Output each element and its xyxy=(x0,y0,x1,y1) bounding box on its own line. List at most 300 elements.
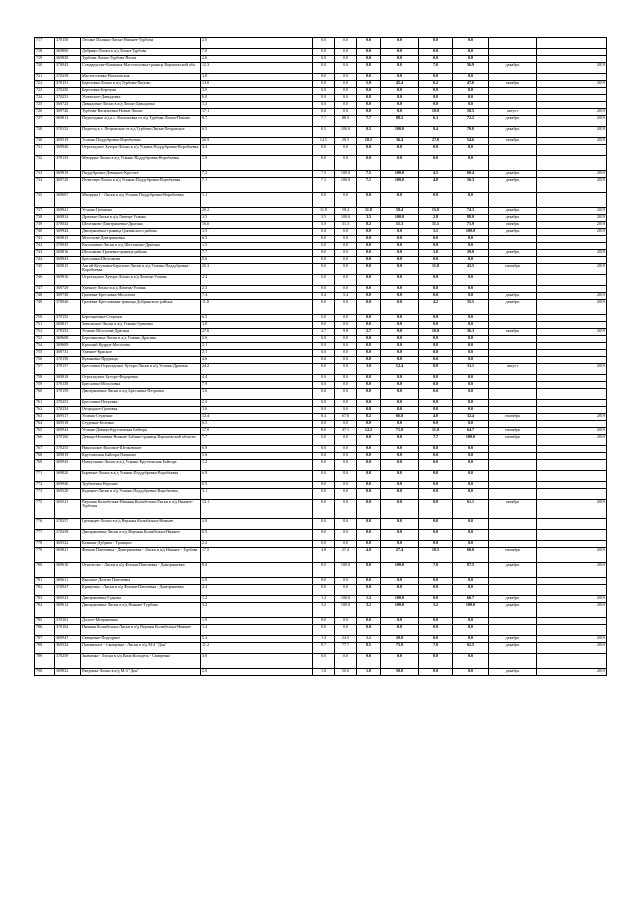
value-c-cell: 0.0 xyxy=(357,293,381,300)
value-e-cell: 0.0 xyxy=(419,38,453,49)
value-d-cell: 100.0 xyxy=(381,596,419,603)
value-a-cell: 0.0 xyxy=(313,654,335,669)
value-a-cell: 0.0 xyxy=(313,482,335,489)
value-f-cell: 0.0 xyxy=(453,519,489,530)
value-d-cell: 0.0 xyxy=(381,343,419,350)
value-b-cell: 0.0 xyxy=(335,322,357,329)
value-a-cell: 8.0 xyxy=(313,563,335,578)
value-f-cell: 0.0 xyxy=(453,275,489,286)
value-f-cell: 35.5 xyxy=(453,300,489,315)
row-number-cell: 760 xyxy=(35,389,55,400)
road-id-cell: 370157 xyxy=(55,364,81,375)
row-number-cell: 777 xyxy=(35,530,55,541)
value-a-cell: 0.0 xyxy=(313,389,335,400)
value-e-cell: 11.0 xyxy=(419,428,453,435)
value-f-cell: 0.0 xyxy=(453,74,489,81)
month-cell: сентябрь xyxy=(489,264,537,275)
value-f-cell: 0.0 xyxy=(453,541,489,548)
value-f-cell: 72.2 xyxy=(453,116,489,127)
value-f-cell: 43.5 xyxy=(453,264,489,275)
value-b-cell: 0.0 xyxy=(335,243,357,250)
value-b-cell: 0.0 xyxy=(335,585,357,596)
table-row xyxy=(35,286,607,293)
value-b-cell: 100.0 xyxy=(335,127,357,138)
table-row xyxy=(35,145,607,156)
road-id-cell: 369609 xyxy=(55,343,81,350)
road-length-cell: 3.0 xyxy=(201,74,313,81)
year-cell xyxy=(537,193,607,208)
value-c-cell: 0.0 xyxy=(357,435,381,446)
row-number-cell: 740 xyxy=(35,229,55,236)
value-e-cell: 4.5 xyxy=(419,171,453,178)
month-cell: сентябрь xyxy=(489,414,537,421)
month-cell xyxy=(489,343,537,350)
value-e-cell: 0.0 xyxy=(419,315,453,322)
road-name-cell: Гремящее-Лиски в а/д Верхняя Колыбелька-Нижнее xyxy=(81,519,201,530)
value-a-cell: 0.0 xyxy=(313,275,335,286)
value-d-cell: 0.0 xyxy=(381,625,419,636)
value-f-cell: 74.3 xyxy=(453,208,489,215)
month-cell xyxy=(489,49,537,56)
value-b-cell: 0.0 xyxy=(335,257,357,264)
value-b-cell: 0.0 xyxy=(335,482,357,489)
year-cell xyxy=(537,322,607,329)
value-c-cell: 1.1 xyxy=(357,636,381,643)
table-row xyxy=(35,428,607,435)
road-name-cell: Крутченская Байгора-Пашково xyxy=(81,453,201,460)
value-e-cell: 0.0 xyxy=(419,293,453,300)
value-b-cell: 100.0 xyxy=(335,563,357,578)
value-e-cell: 6.3 xyxy=(419,116,453,127)
road-id-cell: 370155 xyxy=(55,315,81,322)
value-a-cell: 8.0 xyxy=(313,428,335,435)
value-a-cell: 7.1 xyxy=(313,178,335,193)
month-cell: сентябрь xyxy=(489,548,537,563)
road-length-cell: 3.1 xyxy=(201,489,313,500)
month-cell xyxy=(489,88,537,95)
value-b-cell: 0.0 xyxy=(335,275,357,286)
year-cell xyxy=(537,446,607,453)
value-e-cell: 0.0 xyxy=(419,243,453,250)
road-id-cell: 369816 xyxy=(55,275,81,286)
value-f-cell: 0.0 xyxy=(453,407,489,414)
value-c-cell: 0.0 xyxy=(357,382,381,389)
value-b-cell: 0.0 xyxy=(335,300,357,315)
value-e-cell: 7.0 xyxy=(419,563,453,578)
value-a-cell: 0.0 xyxy=(313,300,335,315)
road-name-cell: Дмитряшевка-граница Грязинского района xyxy=(81,229,201,236)
value-d-cell: 0.0 xyxy=(381,250,419,257)
road-name-cell: Знаменка - Лиски в а/д Конь-Колодезь - Свищевно xyxy=(81,654,201,669)
value-a-cell: 0.0 xyxy=(313,286,335,293)
road-name-cell: Нижняя Колыбелька-Лиски в а/д Вершки Колыбелька-Нижнее xyxy=(81,625,201,636)
value-a-cell: 0.0 xyxy=(313,250,335,257)
value-b-cell: 0.0 xyxy=(335,625,357,636)
table-row xyxy=(35,88,607,95)
value-e-cell: 4.2 xyxy=(419,300,453,315)
month-cell xyxy=(489,375,537,382)
value-c-cell: 0.0 xyxy=(357,350,381,357)
road-length-cell: 6.5 xyxy=(201,315,313,322)
value-a-cell: 0.0 xyxy=(313,336,335,343)
value-c-cell: 0.0 xyxy=(357,49,381,56)
value-d-cell: 51.3 xyxy=(381,222,419,229)
row-number-cell: 719 xyxy=(35,56,55,63)
value-b-cell: 0.0 xyxy=(335,102,357,109)
road-name-cell: Березовка-Березова xyxy=(81,88,201,95)
value-f-cell: 0.0 xyxy=(453,585,489,596)
value-a-cell: 0.0 xyxy=(313,145,335,156)
value-f-cell: 60.0 xyxy=(453,548,489,563)
value-d-cell: 0.0 xyxy=(381,293,419,300)
value-f-cell: 60.4 xyxy=(453,171,489,178)
road-id-cell: 369814 xyxy=(55,215,81,222)
value-c-cell: 0.0 xyxy=(357,257,381,264)
value-c-cell: 12.2 xyxy=(357,428,381,435)
value-b-cell: 0.0 xyxy=(335,435,357,446)
value-d-cell: 0.0 xyxy=(381,336,419,343)
road-length-cell: 4.4 xyxy=(201,375,313,382)
value-b-cell: 47.1 xyxy=(335,428,357,435)
road-length-cell: 2.4 xyxy=(201,585,313,596)
value-f-cell: 54.6 xyxy=(453,138,489,145)
value-d-cell: 0.0 xyxy=(381,236,419,243)
value-a-cell: 0.0 xyxy=(313,489,335,500)
value-c-cell: 0.0 xyxy=(357,407,381,414)
value-b-cell: 0.0 xyxy=(335,389,357,400)
value-d-cell: 58.4 xyxy=(381,208,419,215)
value-a-cell: 0.0 xyxy=(313,357,335,364)
value-f-cell: 80.0 xyxy=(453,215,489,222)
value-c-cell: 0.0 xyxy=(357,578,381,585)
year-cell xyxy=(537,489,607,500)
road-length-cell: 3.0 xyxy=(201,88,313,95)
table-row xyxy=(35,578,607,585)
road-table xyxy=(34,37,607,676)
value-d-cell: 100.0 xyxy=(381,178,419,193)
value-a-cell: 0.0 xyxy=(313,236,335,243)
month-cell xyxy=(489,654,537,669)
value-b-cell: 0.0 xyxy=(335,264,357,275)
year-cell xyxy=(537,357,607,364)
value-c-cell: 0.0 xyxy=(357,336,381,343)
row-number-cell: 750 xyxy=(35,315,55,322)
value-e-cell: 3.2 xyxy=(419,603,453,618)
road-id-cell: 369729 xyxy=(55,286,81,293)
road-length-cell: 5.6 xyxy=(201,453,313,460)
value-b-cell: 50.0 xyxy=(335,669,357,676)
value-a-cell: 0.0 xyxy=(313,102,335,109)
month-cell xyxy=(489,446,537,453)
row-number-cell: 745 xyxy=(35,264,55,275)
value-f-cell: 0.0 xyxy=(453,336,489,343)
month-cell xyxy=(489,453,537,460)
value-f-cell: 0.0 xyxy=(453,400,489,407)
road-length-cell: 6.0 xyxy=(201,95,313,102)
year-cell xyxy=(537,530,607,541)
value-d-cell: 0.0 xyxy=(381,618,419,625)
value-a-cell: 0.0 xyxy=(313,618,335,625)
value-e-cell: 0.0 xyxy=(419,453,453,460)
table-row xyxy=(35,116,607,127)
road-name-cell: Трубачевка-Верхние xyxy=(81,482,201,489)
year-cell: 2019 xyxy=(537,81,607,88)
value-f-cell: 0.0 xyxy=(453,193,489,208)
value-c-cell: 0.0 xyxy=(357,654,381,669)
road-id-cell: 369945 xyxy=(55,460,81,471)
road-name-cell: Мастоголовка-Наталовская xyxy=(81,74,201,81)
value-d-cell: 0.0 xyxy=(381,460,419,471)
road-name-cell: Березняговка-Сторожи xyxy=(81,315,201,322)
road-length-cell: 13.0 xyxy=(201,81,313,88)
value-b-cell: 0.0 xyxy=(335,56,357,63)
value-d-cell: 50.0 xyxy=(381,669,419,676)
year-cell xyxy=(537,375,607,382)
value-b-cell: 0.0 xyxy=(335,250,357,257)
value-e-cell: 0.0 xyxy=(419,519,453,530)
row-number-cell: 752 xyxy=(35,329,55,336)
road-length-cell: 3.0 xyxy=(201,654,313,669)
month-cell xyxy=(489,102,537,109)
table-row xyxy=(35,156,607,171)
value-b-cell: 100.0 xyxy=(335,215,357,222)
road-length-cell: 6.9 xyxy=(201,446,313,453)
value-b-cell: 0.0 xyxy=(335,88,357,95)
road-name-cell: Никольское Высокое-Шелковские xyxy=(81,446,201,453)
value-b-cell: 0.0 xyxy=(335,453,357,460)
value-f-cell: 0.0 xyxy=(453,257,489,264)
table-row xyxy=(35,471,607,482)
value-c-cell: 0.0 xyxy=(357,243,381,250)
road-name-cell: Дмитряшевка-Лиски в а/д Бреславка-Петровка xyxy=(81,389,201,400)
value-a-cell: 0.0 xyxy=(313,530,335,541)
value-d-cell: 0.0 xyxy=(381,56,419,63)
value-e-cell: 0.0 xyxy=(419,482,453,489)
year-cell: 2019 xyxy=(537,548,607,563)
value-a-cell: 0.0 xyxy=(313,95,335,102)
year-cell: 2019 xyxy=(537,63,607,74)
year-cell xyxy=(537,453,607,460)
table-row xyxy=(35,421,607,428)
year-cell xyxy=(537,236,607,243)
road-name-cell: Дмитряшевка-Гудкова xyxy=(81,596,201,603)
value-b-cell: 0.0 xyxy=(335,500,357,519)
value-a-cell: 0.0 xyxy=(313,500,335,519)
road-length-cell: 5.6 xyxy=(201,257,313,264)
road-name-cell: Успенское-Давыдовка xyxy=(81,95,201,102)
year-cell: 2019 xyxy=(537,643,607,654)
road-id-cell: 370047 xyxy=(55,585,81,596)
value-b-cell: 0.0 xyxy=(335,489,357,500)
value-e-cell: 2.8 xyxy=(419,215,453,222)
table-row xyxy=(35,625,607,636)
row-number-cell: 756 xyxy=(35,357,55,364)
value-e-cell: 0.0 xyxy=(419,421,453,428)
road-length-cell: 4.6 xyxy=(201,357,313,364)
road-length-cell: 1.5 xyxy=(201,243,313,250)
value-e-cell: 0.0 xyxy=(419,618,453,625)
value-e-cell: 0.0 xyxy=(419,446,453,453)
month-cell xyxy=(489,625,537,636)
row-number-cell: 786 xyxy=(35,625,55,636)
row-number-cell: 761 xyxy=(35,400,55,407)
value-b-cell: 88.5 xyxy=(335,116,357,127)
value-d-cell: 0.0 xyxy=(381,530,419,541)
value-e-cell: 0.0 xyxy=(419,407,453,414)
value-c-cell: 8.5 xyxy=(357,643,381,654)
value-b-cell: 0.0 xyxy=(335,38,357,49)
value-c-cell: 5.9 xyxy=(357,81,381,88)
value-d-cell: 66.0 xyxy=(381,414,419,421)
road-name-cell: Бреславка-Отрогадские Хутора-Лиски в а/д Усмань-Драгина xyxy=(81,364,201,375)
year-cell xyxy=(537,482,607,489)
road-name-cell: Шелтаково-Грачевка-граница района xyxy=(81,250,201,257)
table-row xyxy=(35,336,607,343)
month-cell: декабрь xyxy=(489,208,537,215)
road-name-cell: Свищевно-Подгорное xyxy=(81,636,201,643)
year-cell xyxy=(537,519,607,530)
road-id-cell: 370044 xyxy=(55,222,81,229)
road-id-cell: 369612 xyxy=(55,603,81,618)
value-a-cell: 0.0 xyxy=(313,229,335,236)
row-number-cell: 717 xyxy=(35,38,55,49)
value-e-cell: 0.0 xyxy=(419,343,453,350)
road-length-cell: 50.9 xyxy=(201,138,313,145)
value-b-cell: 0.0 xyxy=(335,471,357,482)
road-id-cell: 370253 xyxy=(55,400,81,407)
table-row xyxy=(35,343,607,350)
value-a-cell: 0.0 xyxy=(313,81,335,88)
value-d-cell: 100.0 xyxy=(381,127,419,138)
value-a-cell: 0.0 xyxy=(313,257,335,264)
table-row xyxy=(35,500,607,519)
table-row xyxy=(35,364,607,375)
road-name-cell: Шелтаково-Дмитряшевка-Драгина xyxy=(81,222,201,229)
value-e-cell: 0.0 xyxy=(419,669,453,676)
road-length-cell: 3.6 xyxy=(201,407,313,414)
road-length-cell: 3.6 xyxy=(201,389,313,400)
table-body xyxy=(35,38,607,676)
row-number-cell: 720 xyxy=(35,63,55,74)
row-number-cell: 764 xyxy=(35,421,55,428)
value-e-cell: 0.0 xyxy=(419,541,453,548)
value-e-cell: 0.0 xyxy=(419,625,453,636)
value-f-cell: 0.0 xyxy=(453,293,489,300)
value-a-cell: 7.5 xyxy=(313,171,335,178)
value-e-cell: 0.0 xyxy=(419,400,453,407)
value-f-cell: 56.9 xyxy=(453,63,489,74)
month-cell xyxy=(489,382,537,389)
road-length-cell: 2.0 xyxy=(201,669,313,676)
value-e-cell: 0.0 xyxy=(419,578,453,585)
year-cell: 2019 xyxy=(537,603,607,618)
value-d-cell: 0.0 xyxy=(381,453,419,460)
value-f-cell: 56.3 xyxy=(453,178,489,193)
year-cell: 2019 xyxy=(537,171,607,178)
year-cell: 2019 xyxy=(537,293,607,300)
month-cell xyxy=(489,193,537,208)
road-name-cell: Драгина-Лиски в а/д Липецк-Усмань xyxy=(81,215,201,222)
road-length-cell: 2.0 xyxy=(201,519,313,530)
road-name-cell: Высокое-Долгие Патичевка xyxy=(81,578,201,585)
value-d-cell: 0.0 xyxy=(381,350,419,357)
value-f-cell: 0.0 xyxy=(453,286,489,293)
value-e-cell: 0.0 xyxy=(419,193,453,208)
value-e-cell: 7.0 xyxy=(419,63,453,74)
value-b-cell: 5.4 xyxy=(335,293,357,300)
value-c-cell: 0.0 xyxy=(357,95,381,102)
value-a-cell: 0.0 xyxy=(313,541,335,548)
month-cell xyxy=(489,95,537,102)
value-a-cell: 0.0 xyxy=(313,382,335,389)
value-b-cell: 0.0 xyxy=(335,530,357,541)
row-number-cell: 730 xyxy=(35,138,55,145)
road-name-cell: Усмань-Девица-Крутченская Байгора xyxy=(81,428,201,435)
value-b-cell: 28.5 xyxy=(335,138,357,145)
value-e-cell: 0.0 xyxy=(419,389,453,400)
value-c-cell: 0.0 xyxy=(357,541,381,548)
value-c-cell: 0.0 xyxy=(357,446,381,453)
value-e-cell: 0.0 xyxy=(419,382,453,389)
road-length-cell: 7.7 xyxy=(201,435,313,446)
row-number-cell: 781 xyxy=(35,578,55,585)
value-f-cell: 61.1 xyxy=(453,500,489,519)
document-page xyxy=(34,37,606,676)
year-cell: 2019 xyxy=(537,329,607,336)
row-number-cell: 721 xyxy=(35,74,55,81)
value-d-cell: 0.0 xyxy=(381,357,419,364)
road-name-cell: Мещерка-Лиски в а/д Усмань-Поддубровка-Воробьевка xyxy=(81,156,201,171)
value-f-cell: 39.0 xyxy=(453,250,489,257)
value-e-cell: 0.0 xyxy=(419,636,453,643)
value-d-cell: 0.0 xyxy=(381,257,419,264)
value-e-cell: 10.0 xyxy=(419,329,453,336)
row-number-cell: 747 xyxy=(35,286,55,293)
month-cell xyxy=(489,322,537,329)
row-number-cell: 726 xyxy=(35,109,55,116)
value-b-cell: 0.0 xyxy=(335,578,357,585)
value-f-cell: 0.0 xyxy=(453,156,489,171)
road-length-cell: 0.5 xyxy=(201,127,313,138)
value-c-cell: 0.0 xyxy=(357,389,381,400)
value-a-cell: 0.0 xyxy=(313,421,335,428)
month-cell xyxy=(489,460,537,471)
road-length-cell: 6.5 xyxy=(201,236,313,243)
value-f-cell: 0.0 xyxy=(453,145,489,156)
value-d-cell: 0.0 xyxy=(381,49,419,56)
month-cell: декабрь xyxy=(489,636,537,643)
row-number-cell: 773 xyxy=(35,489,55,500)
road-id-cell: 369858 xyxy=(55,56,81,63)
value-d-cell: 0.0 xyxy=(381,407,419,414)
table-row xyxy=(35,56,607,63)
year-cell: 2019 xyxy=(537,300,607,315)
road-length-cell: 1.1 xyxy=(201,193,313,208)
road-length-cell: 7.4 xyxy=(201,293,313,300)
road-name-cell: Огородное-Грачевка xyxy=(81,407,201,414)
value-e-cell: 0.4 xyxy=(419,127,453,138)
value-d-cell: 0.0 xyxy=(381,300,419,315)
table-row xyxy=(35,322,607,329)
value-e-cell: 0.0 xyxy=(419,530,453,541)
table-row xyxy=(35,81,607,88)
road-name-cell: Завальское-Лиски в а/д Усмань-Грачевка xyxy=(81,322,201,329)
row-number-cell: 718 xyxy=(35,49,55,56)
value-a-cell: 0.0 xyxy=(313,322,335,329)
month-cell: декабрь xyxy=(489,300,537,315)
table-row xyxy=(35,293,607,300)
value-b-cell: 0.0 xyxy=(335,193,357,208)
